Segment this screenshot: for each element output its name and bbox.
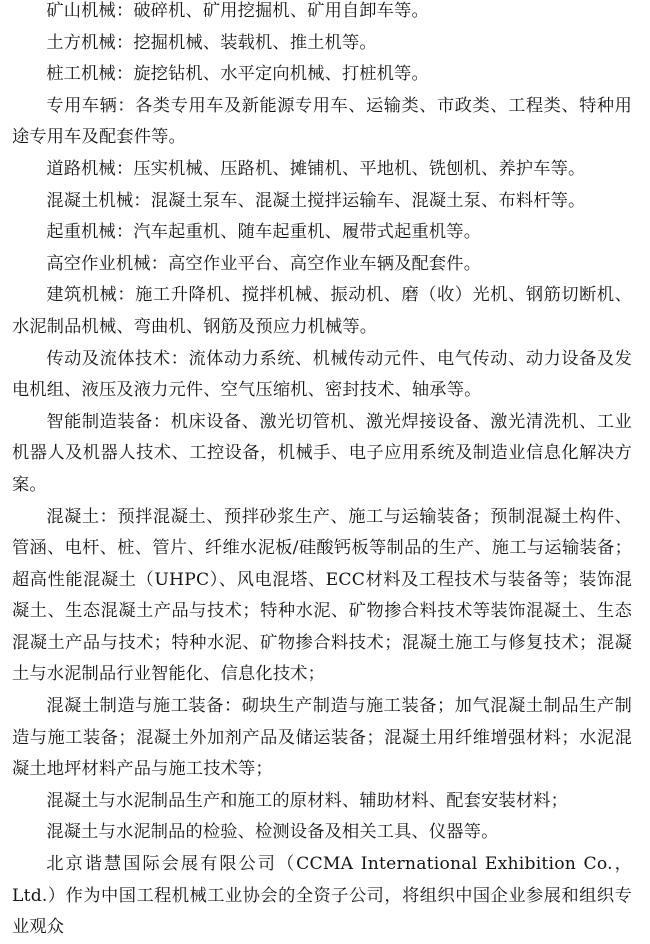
paragraph-special-vehicles: 专用车辆：各类专用车及新能源专用车、运输类、市政类、工程类、特种用途专用车及配套件等。 xyxy=(12,95,632,148)
paragraph-concrete: 混凝土：预拌混凝土、预拌砂浆生产、施工与运输装备；预制混凝土构件、管涵、电杆、桩、管片、纤维水泥板/硅酸钙板等制品的生产、施工与运输装备；超高性能混凝土（UHPC）、风电混塔、ECC材料及工程技术与装备等；装饰混凝土、生态混凝土产品与技术；特种水泥、矿物掺合料技术等装饰混凝土、生态混凝土产品与技术；特种水泥、矿物掺合料技术；混凝土施工与修复技术；混凝土与水泥制品行业智能化、信息化技术； xyxy=(12,506,632,685)
paragraph-mining-machinery: 矿山机械：破碎机、矿用挖掘机、矿用自卸车等。 xyxy=(46,1,429,21)
paragraph-concrete-machinery: 混凝土机械：混凝土泵车、混凝土搅拌运输车、混凝土泵、布料杆等。 xyxy=(46,190,586,211)
paragraph-intelligent-manufacturing: 智能制造装备：机床设备、激光切管机、激光焊接设备、激光清洗机、工业机器人及机器人技术、工控设备，机械手、电子应用系统及制造业信息化解决方案。 xyxy=(12,411,632,495)
paragraph-raw-materials: 混凝土与水泥制品生产和施工的原材料、辅助材料、配套安装材料； xyxy=(46,790,569,811)
paragraph-inspection-equipment: 混凝土与水泥制品的检验、检测设备及相关工具、仪器等。 xyxy=(46,822,499,843)
paragraph-transmission-fluid-tech: 传动及流体技术：流体动力系统、机械传动元件、电气传动、动力设备及发电机组、液压及液力元件、空气压缩机、密封技术、轴承等。 xyxy=(12,348,632,401)
paragraph-construction-machinery: 建筑机械：施工升降机、搅拌机械、振动机、磨（收）光机、钢筋切断机、水泥制品机械、弯曲机、钢筋及预应力机械等。 xyxy=(12,285,632,337)
paragraph-lifting-machinery: 起重机械：汽车起重机、随车起重机、履带式起重机等。 xyxy=(46,222,482,243)
paragraph-organizer-intro: 北京谐慧国际会展有限公司（CCMA International Exhibition Co.，Ltd.）作为中国工程机械工业协会的全资子公司，将组织中国企业参展和组织专业观众 xyxy=(12,854,632,938)
paragraph-concrete-manufacturing-equipment: 混凝土制造与施工装备：砌块生产制造与施工装备；加气混凝土制品生产制造与施工装备；混凝土外加剂产品及储运装备；混凝土用纤维增强材料；水泥混凝土地坪材料产品与施工技术等； xyxy=(12,696,632,780)
paragraph-piling-machinery: 桩工机械：旋挖钻机、水平定向机械、打桩机等。 xyxy=(46,64,429,85)
paragraph-earthmoving-machinery: 土方机械：挖掘机械、装载机、推土机等。 xyxy=(46,32,377,53)
paragraph-road-machinery: 道路机械：压实机械、压路机、摊铺机、平地机、铣刨机、养护车等。 xyxy=(46,158,586,179)
paragraph-aerial-work-machinery: 高空作业机械：高空作业平台、高空作业车辆及配套件。 xyxy=(46,253,482,274)
